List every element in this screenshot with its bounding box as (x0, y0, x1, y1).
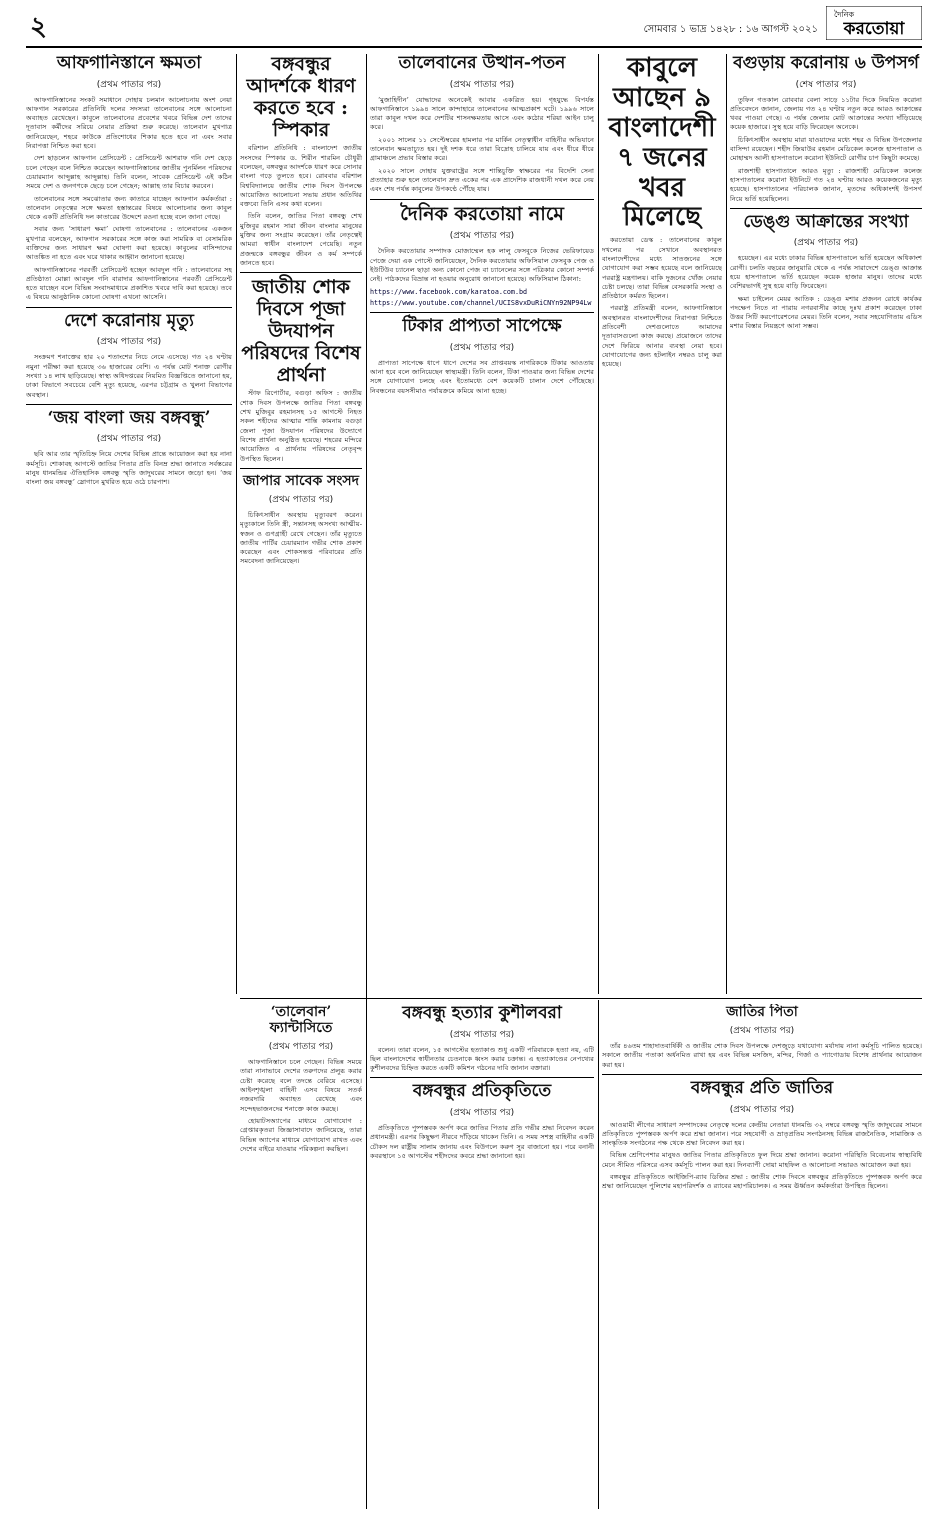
article-body (730, 254, 922, 331)
paragraph: আফগানিস্তানে চলে গেছেন। বিভিন্ন সময়ে তারা নানাভাবে দেশের তরুণদের প্রলুব্ধ করার চেষ্টা করেছে বলে তদন্তে বেরিয়ে এসেছে। আইনশৃঙ্খলা বাহিনী এসব বিষয়ে সতর্ক নজরদারি অব্যাহত রেখেছে এবং সন্দেহভাজনদের শনাক্তে কাজ করছে। (240, 1058, 362, 1113)
article-continuation: (প্রথম পাতার পর) (449, 231, 515, 242)
article-body (370, 96, 594, 195)
article-killers (370, 1004, 594, 1073)
paragraph: তুফিন গতকাল রোববার বেলা সাড়ে ১১টার দিকে নিয়মিত করোনা প্রতিবেদনে জানান, জেলায় গত ২৪ ঘণ্টায় নতুন করে আরও আক্রান্তের খবর পাওয়া গেছে। এ পর্যন্ত জেলায় মোট আক্রান্তের সংখ্যা দাঁড়িয়েছে কয়েক হাজারে। সুস্থ হয়ে বাড়ি ফিরেছেন অনেকে। (730, 95, 922, 132)
article-continuation: (শেষ পাতার পর) (795, 79, 857, 90)
divider (730, 208, 922, 209)
paragraph: তিনি বলেন, জাতির পিতা বঙ্গবন্ধু শেখ মুজিবুর রহমান সারা জীবন বাংলার মানুষের মুক্তির জন্য সংগ্রাম করেছেন। তাঁর নেতৃত্বেই আমরা স্বাধীন বাংলাদেশ পেয়েছি। নতুন প্রজন্মকে বঙ্গবন্ধুর জীবন ও কর্ম সম্পর্কে জানতে হবে। (240, 212, 362, 267)
divider (26, 307, 232, 308)
article-respect-pm (370, 1082, 594, 1161)
paragraph: স্টাফ রিপোর্টার, বগুড়া অফিস : জাতীয় শোক দিবস উপলক্ষে জাতির পিতা বঙ্গবন্ধু শেখ মুজিবুর রহমানসহ ১৫ আগস্টে নিহত সকল শহীদের আত্মার শান্তি কামনায় বগুড়া জেলা পূজা উদযাপন পরিষদের উদ্যোগে বিশেষ প্রার্থনা অনুষ্ঠিত হয়েছে। শহরের মন্দিরে আয়োজিত এ প্রার্থনায় পরিষদের নেতৃবৃন্দ উপস্থিত ছিলেন। (240, 389, 362, 463)
paragraph: সংক্রমণ শনাক্তের হার ২০ শতাংশের নিচে নেমে এসেছে। গত ২৪ ঘণ্টায় নমুনা পরীক্ষা করা হয়েছে ৩৬ হাজারের বেশি। এ পর্যন্ত মোট শনাক্ত রোগীর সংখ্যা ১৪ লাখ ছাড়িয়েছে। স্বাস্থ্য অধিদপ্তরের নিয়মিত বিজ্ঞপ্তিতে জানানো হয়, ঢাকা বিভাগে সবচেয়ে বেশি মৃত্যু হয়েছে, এরপর চট্টগ্রাম ও খুলনা বিভাগের অবস্থান। (26, 353, 232, 399)
article-headline: ডেঙ্গু আক্রান্তের সংখ্যা (743, 211, 909, 232)
page-number: ২ (30, 12, 47, 42)
article-continuation: (প্রথম পাতার পর) (449, 79, 515, 90)
article-jatir-pita (602, 1004, 922, 1070)
article-continuation: (প্রথম পাতার পর) (96, 337, 162, 348)
paragraph: আফগানিস্তানের সংকট সমাধানে দোহায় চলমান আলোচনায় অংশ নেয়া আফগান সরকারের প্রতিনিধি দলের সদস্যরা তালেবানের সঙ্গে আলোচনা অব্যাহত রেখেছেন। কাবুলে তালেবানের প্রবেশের খবরে বিভিন্ন দেশ তাদের দূতাবাস কর্মীদের সরিয়ে নেয়ার প্রক্রিয়া শুরু করেছে। তালেবান মুখপাত্র জানিয়েছেন, শহরে কাউকে প্রতিশোধের শিকার হতে হবে না এবং সবার নিরাপত্তা নিশ্চিত করা হবে। (26, 95, 232, 151)
divider (240, 468, 362, 469)
article-headline: জাপার সাবেক সংসদ (243, 472, 359, 489)
column-rule (598, 1000, 599, 1509)
article-body (370, 1124, 594, 1161)
column-right-lower (602, 1004, 922, 1509)
article-continuation: (প্রথম পাতার পর) (729, 1026, 795, 1037)
article-headline: আফগানিস্তানে ক্ষমতা (56, 54, 202, 73)
article-continuation: (প্রথম পাতার পর) (449, 342, 515, 353)
karatoa-logo (826, 6, 922, 40)
column-1 (26, 54, 232, 1509)
article-headline: বঙ্গবন্ধুর আদর্শকে ধারণ করতে হবে : স্পিকার (246, 54, 356, 141)
paragraph: ছবি আর তার স্মৃতিচিহ্ন নিয়ে দেশের বিভিন্ন প্রান্তে আয়োজন করা হয় নানা কর্মসূচি। শোকাবহ আগস্টে জাতির পিতার প্রতি বিনম্র শ্রদ্ধা জানাতে সর্বস্তরের মানুষ ধানমন্ডির ঐতিহাসিক বঙ্গবন্ধু স্মৃতি জাদুঘরের সামনে জড়ো হন। ‘জয় বাংলা জয় বঙ্গবন্ধু’ স্লোগানে মুখরিত হয়ে ওঠে চারপাশ। (26, 450, 232, 487)
article-headline: তালেবানের উত্থান-পতন (398, 54, 566, 73)
masthead (26, 0, 922, 46)
article-headline: জাতীয় শোক দিবসে পূজা উদযাপন পরিষদের বিশেষ প্রার্থনা (241, 276, 361, 386)
article-headline: বঙ্গবন্ধুর প্রতি জাতির (690, 1077, 834, 1098)
logo-top-text: দৈনিক (834, 10, 855, 19)
column-rule (598, 54, 599, 994)
article-body (26, 353, 232, 399)
column-3 (370, 54, 594, 994)
section-divider (240, 998, 922, 999)
paragraph: দেশ ছাড়লেন আফগান প্রেসিডেন্ট : প্রেসিডেন্ট আশরাফ গনি দেশ ছেড়ে চলে গেছেন বলে নিশ্চিত করেছেন আফগানিস্তানের জাতীয় পুনর্মিলন পরিষদের চেয়ারম্যান আব্দুল্লাহ আব্দুল্লাহ। তিনি বলেন, সাবেক প্রেসিডেন্ট এই কঠিন সময়ে দেশ ও জনগণকে ছেড়ে চলে গেছেন; আল্লাহ তার বিচার করবেন। (26, 154, 232, 191)
paragraph: চিকিৎসাধীন অবস্থায় মৃত্যুবরণ করেন। মৃত্যুকালে তিনি স্ত্রী, সন্তানসহ অসংখ্য আত্মীয়-স্বজন ও গুণগ্রাহী রেখে গেছেন। তাঁর মৃত্যুতে জাতীয় পার্টির চেয়ারম্যান গভীর শোক প্রকাশ করেছেন এবং শোকসন্তপ্ত পরিবারের প্রতি সমবেদনা জানিয়েছেন। (240, 510, 362, 566)
article-continuation: (প্রথম পাতার পর) (793, 238, 859, 249)
article-prayer (240, 277, 362, 464)
paragraph: পররাষ্ট্র প্রতিমন্ত্রী বলেন, আফগানিস্তানে অবস্থানরত বাংলাদেশীদের নিরাপত্তা নিশ্চিতে প্রতিবেশী দেশগুলোতে আমাদের দূতাবাসগুলো কাজ করছে। প্রয়োজনে তাদের দেশে ফিরিয়ে আনার ব্যবস্থা নেয়া হবে। যোগাযোগের জন্য হটলাইন নম্বরও চালু করা হয়েছে। (602, 304, 722, 369)
article-continuation: (প্রথম পাতার পর) (268, 494, 334, 505)
article-covid-deaths (26, 312, 232, 400)
column-rule (236, 54, 237, 994)
article-body (26, 96, 232, 303)
article-joy-bangla (26, 409, 232, 488)
article-dengue (730, 213, 922, 332)
paragraph: বরিশাল প্রতিনিধি : বাংলাদেশ জাতীয় সংসদের স্পিকার ড. শিরীন শারমিন চৌধুরী বলেছেন, বঙ্গবন্ধুর আদর্শকে ধারণ করে সোনার বাংলা গড়ে তুলতে হবে। রোববার বরিশাল বিশ্ববিদ্যালয়ে জাতীয় শোক দিবস উপলক্ষে আয়োজিত আলোচনা সভায় প্রধান অতিথির বক্তব্যে তিনি এসব কথা বলেন। (240, 144, 362, 209)
article-headline: ‘জয় বাংলা জয় বঙ্গবন্ধু’ (47, 407, 211, 428)
paragraph: দৈনিক করতোয়ার সম্পাদক মোজাম্মেল হক লালু ফেসবুকে নিজের ভেরিফায়েড পেজে দেয়া এক পোস্টে জানিয়েছেন, দৈনিক করতোয়ার অফিসিয়াল ফেসবুক পেজ ও ইউটিউব চ্যানেল ছাড়া অন্য কোনো পেজ বা চ্যানেলের সঙ্গে পত্রিকার কোনো সম্পর্ক নেই। পাঠকদের বিভ্রান্ত না হওয়ার অনুরোধ জানানো হয়েছে। অফিসিয়াল ঠিকানা: (370, 247, 594, 284)
paragraph: প্রাপ্যতা সাপেক্ষে ধাপে ধাপে দেশের সব প্রাপ্তবয়স্ক নাগরিককে টিকার আওতায় আনা হবে বলে জানিয়েছেন স্বাস্থ্যমন্ত্রী। তিনি বলেন, টিকা পাওয়ার জন্য বিভিন্ন দেশের সঙ্গে যোগাযোগ চলছে এবং ইতোমধ্যে বেশ কয়েকটি চালান দেশে পৌঁছেছে। নিবন্ধনের বয়সসীমাও পর্যায়ক্রমে কমিয়ে আনা হচ্ছে। (370, 358, 594, 395)
paragraph: হোয়াটসঅ্যাপের মাধ্যমে যোগাযোগ : গ্রেপ্তারকৃতরা জিজ্ঞাসাবাদে জানিয়েছে, তারা বিভিন্ন অ্যাপের মাধ্যমে যোগাযোগ রাখত এবং দেশের বাইরে যাওয়ার পরিকল্পনা করছিল। (240, 1116, 362, 1153)
paragraph: সবার জন্য ‘সাধারণ ক্ষমা’ ঘোষণা তালেবানের : তালেবানের একজন মুখপাত্র বলেছেন, আফগান সরকারের সঙ্গে কাজ করা সামরিক বা বেসামরিক ব্যক্তিদের জন্য সাধারণ ক্ষমা ঘোষণা করা হয়েছে। কাবুলের বাসিন্দাদের আতঙ্কিত না হতে এবং ঘরে থাকার আহ্বান জানানো হয়েছে। (26, 225, 232, 262)
divider (240, 272, 362, 273)
article-body (26, 450, 232, 487)
article-headline: কাবুলে আছেন ৯ বাংলাদেশী ৭ জনের খবর মিলেছে (608, 54, 716, 233)
article-bogura-covid (730, 54, 922, 204)
paragraph: হয়েছেন। এর মধ্যে ঢাকার বিভিন্ন হাসপাতালে ভর্তি হয়েছেন অধিকাংশ রোগী। চলতি বছরের জানুয়ারি থেকে এ পর্যন্ত সারাদেশে ডেঙ্গু আক্রান্ত হয়ে হাসপাতালে ভর্তি হয়েছেন কয়েক হাজার মানুষ। তাদের মধ্যে বেশিরভাগই সুস্থ হয়ে বাড়ি ফিরেছেন। (730, 254, 922, 291)
paragraph: রাজশাহী হাসপাতালে আরও মৃত্যু : রাজশাহী মেডিকেল কলেজ হাসপাতালের করোনা ইউনিটে গত ২৪ ঘণ্টায় আরও কয়েকজনের মৃত্যু হয়েছে। হাসপাতালের পরিচালক জানান, মৃতদের অধিকাংশই উপসর্গ নিয়ে ভর্তি হয়েছিলেন। (730, 166, 922, 203)
article-body (730, 96, 922, 204)
divider (370, 312, 594, 313)
divider (370, 1077, 594, 1078)
logo-main-text: করতোয়া (843, 19, 905, 39)
paragraph: তালেবানের সঙ্গে সমঝোতার জন্য কাতারে যাচ্ছেন আফগান কর্মকর্তারা : তালেবান নেতৃত্বের সঙ্গে ক্ষমতা হস্তান্তরের বিষয়ে আলোচনার জন্য কাবুল থেকে একটি প্রতিনিধি দল কাতারের উদ্দেশে রওনা হচ্ছে বলে জানা গেছে। (26, 194, 232, 222)
article-daily-karatoa (370, 204, 594, 309)
paragraph: তাঁর ৪৬তম শাহাদাতবার্ষিকী ও জাতীয় শোক দিবস উপলক্ষে দেশজুড়ে যথাযোগ্য মর্যাদায় নানা কর্মসূচি পালিত হয়েছে। সকালে জাতীয় পতাকা অর্ধনমিত রাখা হয় এবং বিভিন্ন মসজিদ, মন্দির, গির্জা ও প্যাগোডায় বিশেষ প্রার্থনার আয়োজন করা হয়। (602, 1042, 922, 1069)
article-vaccine (370, 317, 594, 396)
article-taliban-fantasy (240, 1004, 362, 1154)
column-2 (240, 54, 362, 994)
paragraph: আফগানিস্তানের পরবর্তী প্রেসিডেন্ট হচ্ছেন আবদুল গনি : তালেবানের সহ প্রতিষ্ঠাতা মোল্লা আবদুল গনি বারাদার আফগানিস্তানের পরবর্তী প্রেসিডেন্ট হতে যাচ্ছেন বলে বিভিন্ন সংবাদমাধ্যমে প্রকাশিত খবরে দাবি করা হয়েছে। তবে এ বিষয়ে আনুষ্ঠানিক কোনো ঘোষণা এখনো আসেনি। (26, 265, 232, 302)
article-body (602, 1121, 922, 1192)
article-headline: জাতির পিতা (726, 1004, 798, 1020)
article-kabul (602, 54, 722, 370)
article-continuation: (প্রথম পাতার পর) (729, 1104, 795, 1115)
article-continuation: (প্রথম পাতার পর) (96, 79, 162, 90)
column-2-lower (240, 1004, 362, 1509)
article-continuation: (প্রথম পাতার পর) (449, 1107, 515, 1118)
article-continuation: (প্রথম পাতার পর) (268, 1042, 334, 1053)
article-body (602, 236, 722, 369)
paragraph: ‘মুজাহিদীন’ যোদ্ধাদের অনেকেই আবার একত্রিত হয়। গৃহযুদ্ধে বিপর্যস্ত আফগানিস্তানে ১৯৯৪ সালে কান্দাহারে তালেবানের আত্মপ্রকাশ ঘটে। ১৯৯৬ সালে তারা কাবুল দখল করে দেশটির শাসনক্ষমতায় আসে এবং কঠোর শরিয়া আইন চালু করে। (370, 95, 594, 132)
article-body (370, 1046, 594, 1074)
article-body (240, 389, 362, 463)
paragraph: করতোয়া ডেস্ক : তালেবানের কাবুল দখলের পর সেখানে অবস্থানরত বাংলাদেশীদের মধ্যে সাতজনের সঙ্গে যোগাযোগ করা সম্ভব হয়েছে বলে জানিয়েছে পররাষ্ট্র মন্ত্রণালয়। বাকি দুজনের খোঁজ নেয়ার চেষ্টা চলছে। তারা বিভিন্ন বেসরকারি সংস্থা ও প্রতিষ্ঠানে কর্মরত ছিলেন। (602, 236, 722, 301)
column-rule (726, 54, 727, 994)
article-continuation: (প্রথম পাতার পর) (96, 434, 162, 445)
paragraph: ক্ষমা চাইলেন মেয়র আতিক : ডেঙ্গু মশার প্রজনন রোধে কার্যকর পদক্ষেপ নিতে না পারায় নগরবাসীর কাছে দুঃখ প্রকাশ করেছেন ঢাকা উত্তর সিটি করপোরেশনের মেয়র। তিনি বলেন, সবার সহযোগিতায় এডিস মশার বিস্তার নিয়ন্ত্রণে আনা সম্ভব। (730, 294, 922, 331)
column-4 (602, 54, 722, 994)
divider (602, 1074, 922, 1075)
article-bangabandhu-ideals (240, 54, 362, 268)
article-body (240, 1058, 362, 1154)
article-afghan (26, 54, 232, 303)
article-tribute (602, 1079, 922, 1192)
article-headline: ‘তালেবান’ ফ্যান্টাসিতে (269, 1004, 333, 1037)
divider (26, 404, 232, 405)
article-headline: বঙ্গবন্ধু হত্যার কুশীলবরা (402, 1004, 562, 1023)
article-body (370, 247, 594, 284)
paragraph: ২০০১ সালের ১১ সেপ্টেম্বরের হামলার পর মার্কিন নেতৃত্বাধীন বাহিনীর অভিযানে তালেবান ক্ষমতাচ্যুত হয়। দুই দশক ধরে তারা বিদ্রোহ চালিয়ে যায় এবং ধীরে ধীরে গ্রামাঞ্চলে প্রভাব বিস্তার করে। (370, 135, 594, 163)
column-3-lower (370, 1004, 594, 1509)
article-taliban-rise (370, 54, 594, 195)
paragraph: বঙ্গবন্ধুর প্রতিকৃতিতে আইজিপি-র‌্যাব ডিজির শ্রদ্ধা : জাতীয় শোক দিবসে বঙ্গবন্ধুর প্রতিকৃতিতে পুষ্পস্তবক অর্পণ করে শ্রদ্ধা জানিয়েছেন পুলিশের মহাপরিদর্শক ও র‌্যাবের মহাপরিচালক। এ সময় ঊর্ধ্বতন কর্মকর্তারা উপস্থিত ছিলেন। (602, 1173, 922, 1191)
youtube-link[interactable]: https://www.youtube.com/channel/UCIS8vxDuRiCNYn92NP94Lw (370, 298, 592, 307)
article-headline: দেশে করোনায় মৃত্যু (64, 310, 194, 331)
article-headline: টিকার প্রাপ্যতা সাপেক্ষে (402, 316, 562, 337)
article-continuation: (প্রথম পাতার পর) (449, 1029, 515, 1040)
article-headline: দৈনিক করতোয়া নামে (400, 202, 564, 225)
article-headline: বগুড়ায় করোনায় ৬ উপসর্গ (733, 54, 919, 73)
masthead-rule (26, 46, 922, 48)
article-body (240, 511, 362, 567)
paragraph: প্রতিকৃতিতে পুষ্পস্তবক অর্পণ করে জাতির পিতার প্রতি গভীর শ্রদ্ধা নিবেদন করেন প্রধানমন্ত্রী। এরপর কিছুক্ষণ নীরবে দাঁড়িয়ে থাকেন তিনি। এ সময় সশস্ত্র বাহিনীর একটি চৌকস দল রাষ্ট্রীয় সালাম জানায় এবং বিউগলে করুণ সুর বাজানো হয়। পরে বনানী কবরস্থানে ১৫ আগস্টের শহীদদের কবরে শ্রদ্ধা জানানো হয়। (370, 1123, 594, 1160)
column-rule (366, 54, 367, 1509)
paragraph: আওয়ামী লীগের সাধারণ সম্পাদকের নেতৃত্বে দলের কেন্দ্রীয় নেতারা ধানমন্ডি ৩২ নম্বরে বঙ্গবন্ধু স্মৃতি জাদুঘরের সামনে প্রতিকৃতিতে পুষ্পস্তবক অর্পণ করে শ্রদ্ধা জানান। পরে সহযোগী ও ভ্রাতৃপ্রতিম সংগঠনসহ বিভিন্ন রাজনৈতিক, সামাজিক ও সাংস্কৃতিক সংগঠনের পক্ষ থেকে শ্রদ্ধা নিবেদন করা হয়। (602, 1120, 922, 1148)
article-body (240, 144, 362, 268)
divider (370, 199, 594, 200)
article-headline: বঙ্গবন্ধুর প্রতিকৃতিতে (412, 1081, 552, 1102)
facebook-link[interactable]: https://www.facebook.com/karatoa.com.bd (370, 287, 528, 296)
article-body (602, 1042, 922, 1070)
paragraph: চিকিৎসাধীন অবস্থায় মারা যাওয়াদের মধ্যে শহর ও বিভিন্ন উপজেলার বাসিন্দা রয়েছেন। শহীদ জিয়াউর রহমান মেডিকেল কলেজ হাসপাতাল ও মোহাম্মদ আলী হাসপাতালে করোনা ইউনিটে রোগীর চাপ কিছুটা কমেছে। (730, 135, 922, 163)
column-5 (730, 54, 922, 994)
article-body (370, 359, 594, 396)
paragraph: বলেন। তারা বলেন, ১৫ আগস্টের হত্যাকাণ্ড শুধু একটি পরিবারকে হত্যা নয়, এটি ছিল বাংলাদেশের স্বাধীনতার চেতনাকে ধ্বংস করার চক্রান্ত। এ হত্যাকাণ্ডের নেপথ্যের কুশীলবদের চিহ্নিত করতে একটি কমিশন গঠনের দাবি জানান বক্তারা। (370, 1045, 594, 1073)
paragraph: ২০২০ সালে দোহায় যুক্তরাষ্ট্রের সঙ্গে শান্তিচুক্তি স্বাক্ষরের পর বিদেশি সেনা প্রত্যাহার শুরু হলে তালেবান দ্রুত একের পর এক প্রাদেশিক রাজধানী দখল করে নেয় এবং শেষ পর্যন্ত কাবুলের উপকণ্ঠে পৌঁছে যায়। (370, 166, 594, 194)
article-japa (240, 473, 362, 567)
paragraph: বিভিন্ন শ্রেণিপেশার মানুষও জাতির পিতার প্রতিকৃতিতে ফুল দিয়ে শ্রদ্ধা জানান। করোনা পরিস্থিতি বিবেচনায় স্বাস্থ্যবিধি মেনে সীমিত পরিসরে এসব কর্মসূচি পালন করা হয়। দিনব্যাপী দোয়া মাহফিল ও আলোচনা সভারও আয়োজন করা হয়। (602, 1151, 922, 1169)
dateline: সোমবার ১ ভাদ্র ১৪২৮ : ১৬ আগস্ট ২০২১ (643, 24, 818, 35)
